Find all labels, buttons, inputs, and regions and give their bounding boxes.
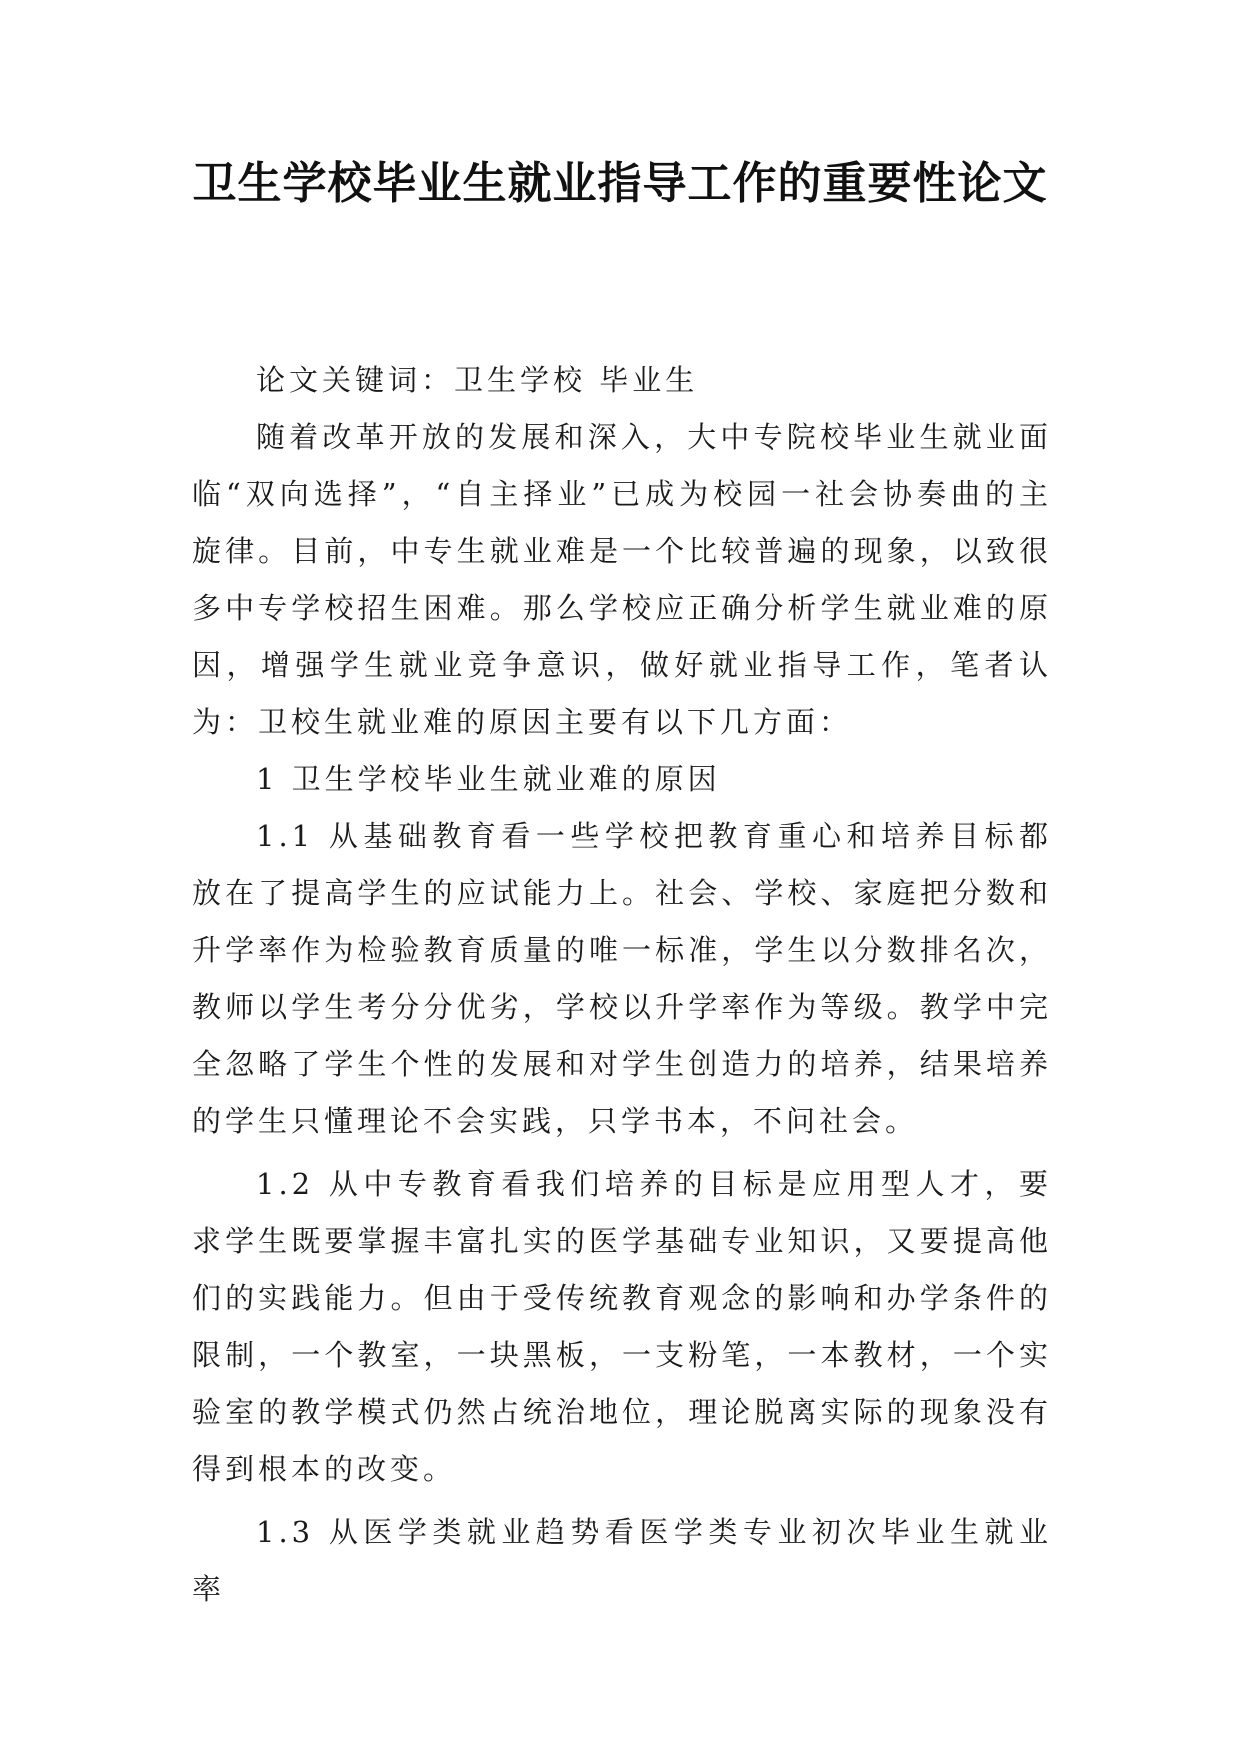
paragraph-1-1: 1.1 从基础教育看一些学校把教育重心和培养目标都放在了提高学生的应试能力上。社会、学校、家庭把分数和升学率作为检验教育质量的唯一标准，学生以分数排名次，教师以学生考分分优劣，学校以升学率作为等级。教学中完全忽略了学生个性的发展和对学生创造力的培养，结果培养的学生只懂理论不会实践，只学书本，不问社会。 — [192, 819, 1052, 1138]
document-title: 卫生学校毕业生就业指导工作的重要性论文 — [192, 158, 1048, 209]
section-heading-1: 1 卫生学校毕业生就业难的原因 — [256, 762, 721, 796]
paragraph-1-2: 1.2 从中专教育看我们培养的目标是应用型人才，要求学生既要掌握丰富扎实的医学基础专业知识，又要提高他们的实践能力。但由于受传统教育观念的影响和办学条件的限制，一个教室，一块黑板，一支粉笔，一本教材，一个实验室的教学模式仍然占统治地位，理论脱离实际的现象没有得到根本的改变。 — [192, 1167, 1052, 1486]
document-body — [192, 352, 1052, 1618]
keywords-line: 论文关键词：卫生学校 毕业生 — [256, 363, 699, 397]
paragraph-intro: 随着改革开放的发展和深入，大中专院校毕业生就业面临“双向选择”，“自主择业”已成为校园一社会协奏曲的主旋律。目前，中专生就业难是一个比较普遍的现象，以致很多中专学校招生困难。那么学校应正确分析学生就业难的原因，增强学生就业竞争意识，做好就业指导工作，笔者认为：卫校生就业难的原因主要有以下几方面： — [192, 420, 1052, 739]
paragraph-1-3: 1.3 从医学类就业趋势看医学类专业初次毕业生就业率 — [192, 1515, 1052, 1606]
